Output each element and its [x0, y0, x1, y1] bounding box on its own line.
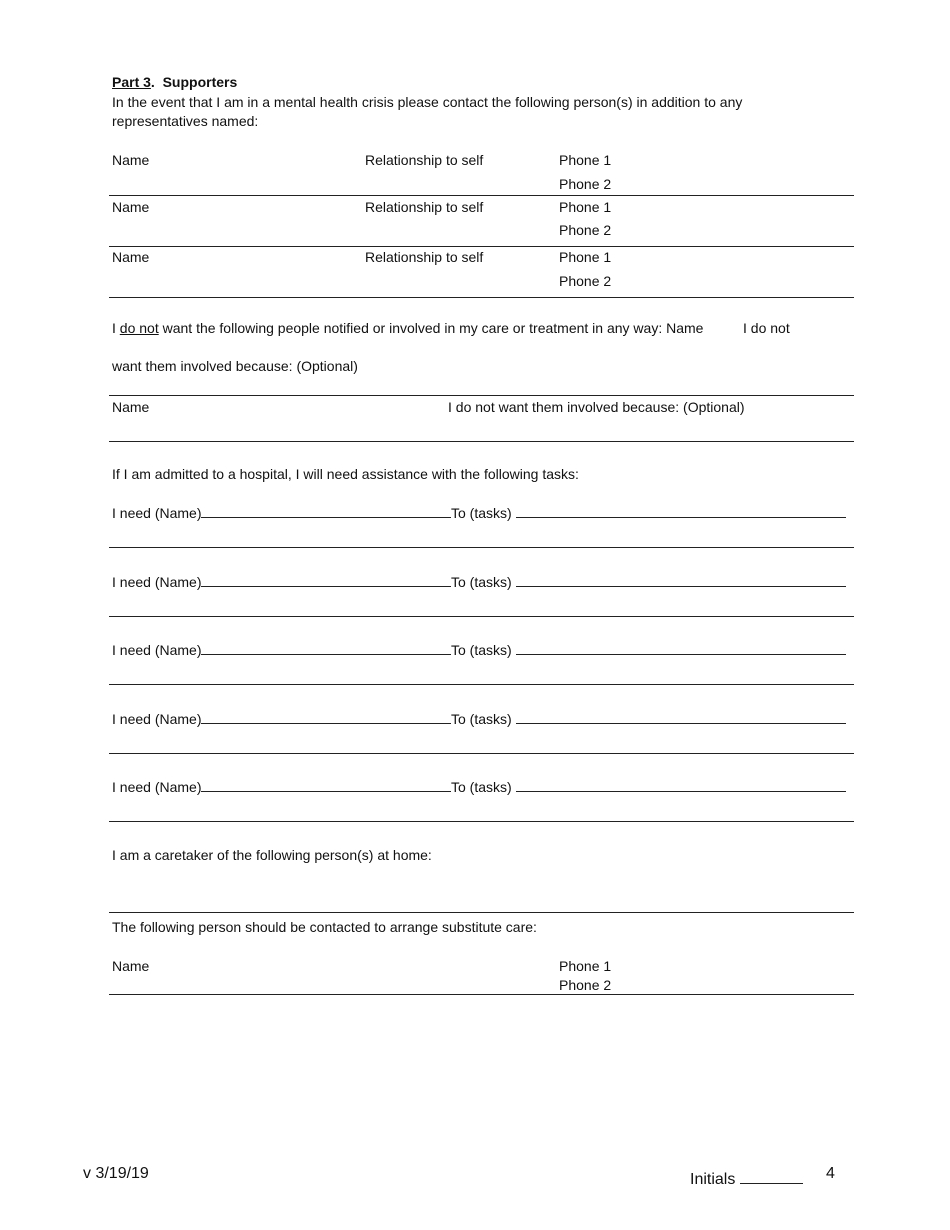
- page-number: 4: [826, 1165, 835, 1182]
- exclusion-line2: want them involved because: (Optional): [112, 358, 358, 374]
- substitute-phone2-label: Phone 2: [559, 977, 612, 993]
- tasks-blank[interactable]: [516, 572, 846, 587]
- divider: [109, 395, 854, 396]
- part-title: Supporters: [162, 74, 238, 90]
- initials-blank[interactable]: [740, 1166, 803, 1184]
- need-name-label: I need (Name): [112, 777, 451, 797]
- divider: [109, 297, 854, 298]
- divider: [109, 195, 854, 196]
- divider: [109, 753, 854, 754]
- exclusion-emphasis: do not: [119, 320, 159, 336]
- contact-phone1-label: Phone 1: [559, 249, 612, 265]
- exclusion-statement: [112, 319, 703, 338]
- tasks-label: To (tasks): [451, 777, 846, 797]
- tasks-blank[interactable]: [516, 777, 846, 792]
- divider: [109, 684, 854, 685]
- divider: [109, 547, 854, 548]
- exclusion-rest: want the following people notified or involved in my care or treatment in any way: Name: [158, 320, 704, 336]
- substitute-statement: The following person should be contacted to arrange substitute care:: [112, 919, 537, 935]
- contact-phone1-label: Phone 1: [559, 152, 612, 168]
- exclusion-prefix: I: [112, 320, 120, 336]
- part-intro: In the event that I am in a mental health crisis please contact the following person(s) in addition to any representatives named:: [112, 94, 743, 129]
- exclusion-reason-label: I do not want them involved because: (Optional): [448, 399, 745, 415]
- contact-relationship-label: Relationship to self: [365, 249, 484, 265]
- need-name-label: I need (Name): [112, 709, 451, 729]
- tasks-label: To (tasks): [451, 572, 846, 592]
- hospital-intro: If I am admitted to a hospital, I will need assistance with the following tasks:: [112, 466, 579, 482]
- tasks-label: To (tasks): [451, 503, 846, 523]
- contact-phone2-label: Phone 2: [559, 222, 612, 238]
- version-label: v 3/19/19: [83, 1165, 149, 1182]
- initials-label: Initials: [690, 1171, 736, 1188]
- contact-phone1-label: Phone 1: [559, 199, 612, 215]
- part-heading: Part 3. Supporters: [112, 74, 238, 90]
- divider: [109, 616, 854, 617]
- divider: [109, 246, 854, 247]
- tasks-blank[interactable]: [516, 709, 846, 724]
- contact-phone2-label: Phone 2: [559, 273, 612, 289]
- caretaker-statement: I am a caretaker of the following person(s) at home:: [112, 847, 432, 863]
- initials-field: [690, 1166, 803, 1191]
- need-name-label: I need (Name): [112, 572, 451, 592]
- part-label: Part 3: [112, 74, 151, 90]
- contact-phone2-label: Phone 2: [559, 176, 612, 192]
- tasks-blank[interactable]: [516, 640, 846, 655]
- substitute-phone1-label: Phone 1: [559, 958, 612, 974]
- tasks-blank[interactable]: [516, 503, 846, 518]
- name-blank[interactable]: [201, 777, 451, 792]
- exclusion-tail: I do not: [743, 320, 790, 336]
- divider: [109, 821, 854, 822]
- substitute-name-label: Name: [112, 958, 150, 974]
- contact-relationship-label: Relationship to self: [365, 199, 484, 215]
- need-name-label: I need (Name): [112, 503, 451, 523]
- need-name-label: I need (Name): [112, 640, 451, 660]
- divider: [109, 912, 854, 913]
- name-blank[interactable]: [201, 503, 451, 518]
- contact-name-label: Name: [112, 249, 150, 265]
- contact-relationship-label: Relationship to self: [365, 152, 484, 168]
- divider: [109, 994, 854, 995]
- contact-name-label: Name: [112, 199, 150, 215]
- name-blank[interactable]: [201, 709, 451, 724]
- name-blank[interactable]: [201, 572, 451, 587]
- name-blank[interactable]: [201, 640, 451, 655]
- contact-name-label: Name: [112, 152, 150, 168]
- tasks-label: To (tasks): [451, 640, 846, 660]
- tasks-label: To (tasks): [451, 709, 846, 729]
- divider: [109, 441, 854, 442]
- exclusion-name-label: Name: [112, 399, 150, 415]
